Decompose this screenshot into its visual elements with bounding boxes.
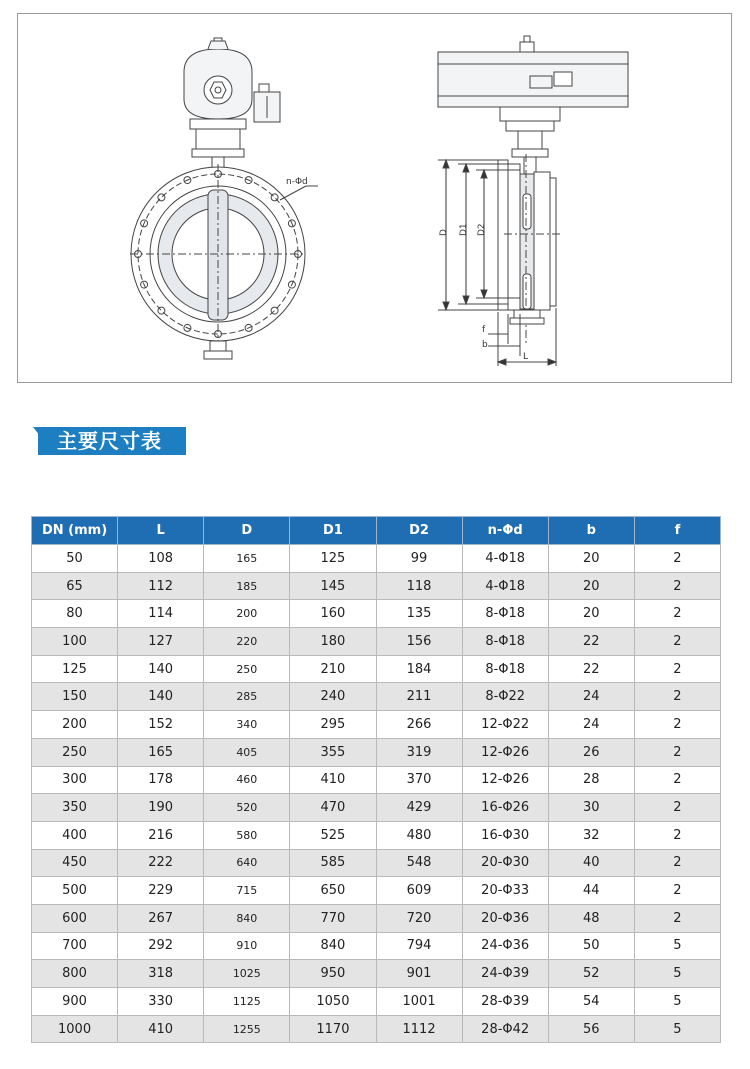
valve-drawing-svg	[18, 14, 733, 384]
table-cell: 4-Φ18	[462, 545, 548, 573]
table-cell: 222	[118, 849, 204, 877]
section-title: 主要尺寸表	[57, 429, 162, 453]
table-cell: 20-Φ30	[462, 849, 548, 877]
table-cell: 152	[118, 711, 204, 739]
table-cell: 1170	[290, 1015, 376, 1043]
table-cell: 178	[118, 766, 204, 794]
table-cell: 770	[290, 904, 376, 932]
table-cell: 24	[548, 683, 634, 711]
table-cell: 285	[204, 683, 290, 711]
table-cell: 22	[548, 628, 634, 656]
table-cell: 4-Φ18	[462, 572, 548, 600]
table-row	[32, 877, 721, 905]
header-d1: D1	[290, 517, 376, 545]
table-cell: 16-Φ26	[462, 794, 548, 822]
table-cell: 2	[634, 877, 720, 905]
table-row	[32, 600, 721, 628]
table-cell: 140	[118, 683, 204, 711]
table-cell: 5	[634, 932, 720, 960]
table-cell: 1125	[204, 988, 290, 1016]
dimension-table	[31, 516, 721, 1043]
table-cell: 8-Φ18	[462, 600, 548, 628]
heading-accent-inner	[38, 427, 58, 455]
table-cell: 50	[548, 932, 634, 960]
table-header-row	[32, 517, 721, 545]
table-row	[32, 711, 721, 739]
table-cell: 100	[32, 628, 118, 656]
table-cell: 125	[290, 545, 376, 573]
table-cell: 12-Φ26	[462, 738, 548, 766]
table-cell: 1025	[204, 960, 290, 988]
table-cell: 145	[290, 572, 376, 600]
table-row	[32, 960, 721, 988]
table-cell: 355	[290, 738, 376, 766]
table-cell: 12-Φ26	[462, 766, 548, 794]
table-cell: 24-Φ36	[462, 932, 548, 960]
table-cell: 840	[290, 932, 376, 960]
table-cell: 2	[634, 904, 720, 932]
table-cell: 80	[32, 600, 118, 628]
table-cell: 250	[32, 738, 118, 766]
table-cell: 135	[376, 600, 462, 628]
table-cell: 28-Φ39	[462, 988, 548, 1016]
table-cell: 20-Φ36	[462, 904, 548, 932]
table-cell: 600	[32, 904, 118, 932]
table-cell: 450	[32, 849, 118, 877]
table-cell: 160	[290, 600, 376, 628]
table-cell: 240	[290, 683, 376, 711]
table-cell: 2	[634, 766, 720, 794]
table-cell: 200	[32, 711, 118, 739]
table-cell: 140	[118, 655, 204, 683]
table-cell: 2	[634, 821, 720, 849]
table-cell: 1050	[290, 988, 376, 1016]
table-cell: 190	[118, 794, 204, 822]
table-row	[32, 545, 721, 573]
table-cell: 500	[32, 877, 118, 905]
table-cell: 127	[118, 628, 204, 656]
table-cell: 2	[634, 711, 720, 739]
header-d: D	[204, 517, 290, 545]
table-cell: 2	[634, 683, 720, 711]
table-cell: 650	[290, 877, 376, 905]
table-cell: 2	[634, 738, 720, 766]
table-body	[32, 545, 721, 1043]
table-cell: 715	[204, 877, 290, 905]
label-L: L	[523, 352, 529, 362]
table-cell: 5	[634, 1015, 720, 1043]
header-n-phi-d: n-Φd	[462, 517, 548, 545]
table-cell: 5	[634, 988, 720, 1016]
table-cell: 1112	[376, 1015, 462, 1043]
table-cell: 24-Φ39	[462, 960, 548, 988]
valve-drawing	[17, 13, 732, 383]
header-f: f	[634, 517, 720, 545]
table-cell: 118	[376, 572, 462, 600]
table-cell: 460	[204, 766, 290, 794]
table-cell: 54	[548, 988, 634, 1016]
table-cell: 318	[118, 960, 204, 988]
table-cell: 429	[376, 794, 462, 822]
table-cell: 65	[32, 572, 118, 600]
table-row	[32, 821, 721, 849]
table-cell: 220	[204, 628, 290, 656]
table-cell: 2	[634, 600, 720, 628]
table-cell: 640	[204, 849, 290, 877]
label-b: b	[482, 340, 488, 350]
table-cell: 910	[204, 932, 290, 960]
table-row	[32, 988, 721, 1016]
table-cell: 2	[634, 794, 720, 822]
header-d2: D2	[376, 517, 462, 545]
table-cell: 28	[548, 766, 634, 794]
table-row	[32, 904, 721, 932]
table-cell: 20	[548, 600, 634, 628]
table-cell: 330	[118, 988, 204, 1016]
table-cell: 20	[548, 545, 634, 573]
table-cell: 20	[548, 572, 634, 600]
table-cell: 350	[32, 794, 118, 822]
table-cell: 8-Φ22	[462, 683, 548, 711]
table-row	[32, 655, 721, 683]
table-cell: 1255	[204, 1015, 290, 1043]
table-cell: 720	[376, 904, 462, 932]
table-cell: 250	[204, 655, 290, 683]
table-cell: 840	[204, 904, 290, 932]
table-row	[32, 766, 721, 794]
table-cell: 24	[548, 711, 634, 739]
header-l: L	[118, 517, 204, 545]
side-view	[438, 36, 628, 366]
table-cell: 2	[634, 655, 720, 683]
table-row	[32, 738, 721, 766]
table-cell: 40	[548, 849, 634, 877]
table-cell: 229	[118, 877, 204, 905]
table-cell: 5	[634, 960, 720, 988]
table-cell: 2	[634, 849, 720, 877]
table-cell: 319	[376, 738, 462, 766]
table-cell: 1000	[32, 1015, 118, 1043]
table-cell: 114	[118, 600, 204, 628]
table-cell: 901	[376, 960, 462, 988]
table-cell: 900	[32, 988, 118, 1016]
table-cell: 405	[204, 738, 290, 766]
table-cell: 48	[548, 904, 634, 932]
table-cell: 32	[548, 821, 634, 849]
table-row	[32, 794, 721, 822]
table-cell: 50	[32, 545, 118, 573]
label-f: f	[482, 325, 486, 335]
header-dn: DN (mm)	[32, 517, 118, 545]
table-cell: 520	[204, 794, 290, 822]
table-cell: 26	[548, 738, 634, 766]
table-cell: 28-Φ42	[462, 1015, 548, 1043]
table-cell: 180	[290, 628, 376, 656]
table-cell: 20-Φ33	[462, 877, 548, 905]
table-cell: 525	[290, 821, 376, 849]
table-cell: 300	[32, 766, 118, 794]
table-cell: 292	[118, 932, 204, 960]
table-cell: 800	[32, 960, 118, 988]
table-cell: 2	[634, 545, 720, 573]
table-cell: 295	[290, 711, 376, 739]
table-cell: 548	[376, 849, 462, 877]
table-cell: 184	[376, 655, 462, 683]
table-cell: 156	[376, 628, 462, 656]
table-cell: 52	[548, 960, 634, 988]
table-cell: 585	[290, 849, 376, 877]
table-cell: 2	[634, 572, 720, 600]
table-cell: 12-Φ22	[462, 711, 548, 739]
table-row	[32, 683, 721, 711]
table-row	[32, 849, 721, 877]
label-D1: D1	[459, 223, 469, 236]
table-cell: 210	[290, 655, 376, 683]
table-cell: 30	[548, 794, 634, 822]
table-cell: 216	[118, 821, 204, 849]
table-cell: 165	[204, 545, 290, 573]
table-row	[32, 932, 721, 960]
table-cell: 150	[32, 683, 118, 711]
table-cell: 794	[376, 932, 462, 960]
table-cell: 22	[548, 655, 634, 683]
table-cell: 8-Φ18	[462, 628, 548, 656]
table-cell: 470	[290, 794, 376, 822]
table-cell: 480	[376, 821, 462, 849]
table-cell: 8-Φ18	[462, 655, 548, 683]
table-cell: 56	[548, 1015, 634, 1043]
table-cell: 370	[376, 766, 462, 794]
table-cell: 340	[204, 711, 290, 739]
header-b: b	[548, 517, 634, 545]
table-cell: 165	[118, 738, 204, 766]
front-view	[130, 38, 318, 359]
table-cell: 580	[204, 821, 290, 849]
table-cell: 185	[204, 572, 290, 600]
label-D: D	[439, 229, 449, 236]
table-cell: 267	[118, 904, 204, 932]
table-cell: 112	[118, 572, 204, 600]
table-cell: 16-Φ30	[462, 821, 548, 849]
table-cell: 2	[634, 628, 720, 656]
table-cell: 410	[290, 766, 376, 794]
table-row	[32, 572, 721, 600]
section-heading	[33, 427, 186, 455]
table-cell: 1001	[376, 988, 462, 1016]
table-cell: 108	[118, 545, 204, 573]
table-cell: 950	[290, 960, 376, 988]
table-cell: 609	[376, 877, 462, 905]
table-cell: 44	[548, 877, 634, 905]
table-row	[32, 628, 721, 656]
label-n-phi-d: n-Φd	[286, 177, 308, 187]
table-cell: 211	[376, 683, 462, 711]
table-cell: 400	[32, 821, 118, 849]
table-cell: 200	[204, 600, 290, 628]
table-cell: 410	[118, 1015, 204, 1043]
table-cell: 125	[32, 655, 118, 683]
table-cell: 99	[376, 545, 462, 573]
table-row	[32, 1015, 721, 1043]
table-cell: 700	[32, 932, 118, 960]
label-D2: D2	[477, 223, 487, 236]
table-cell: 266	[376, 711, 462, 739]
